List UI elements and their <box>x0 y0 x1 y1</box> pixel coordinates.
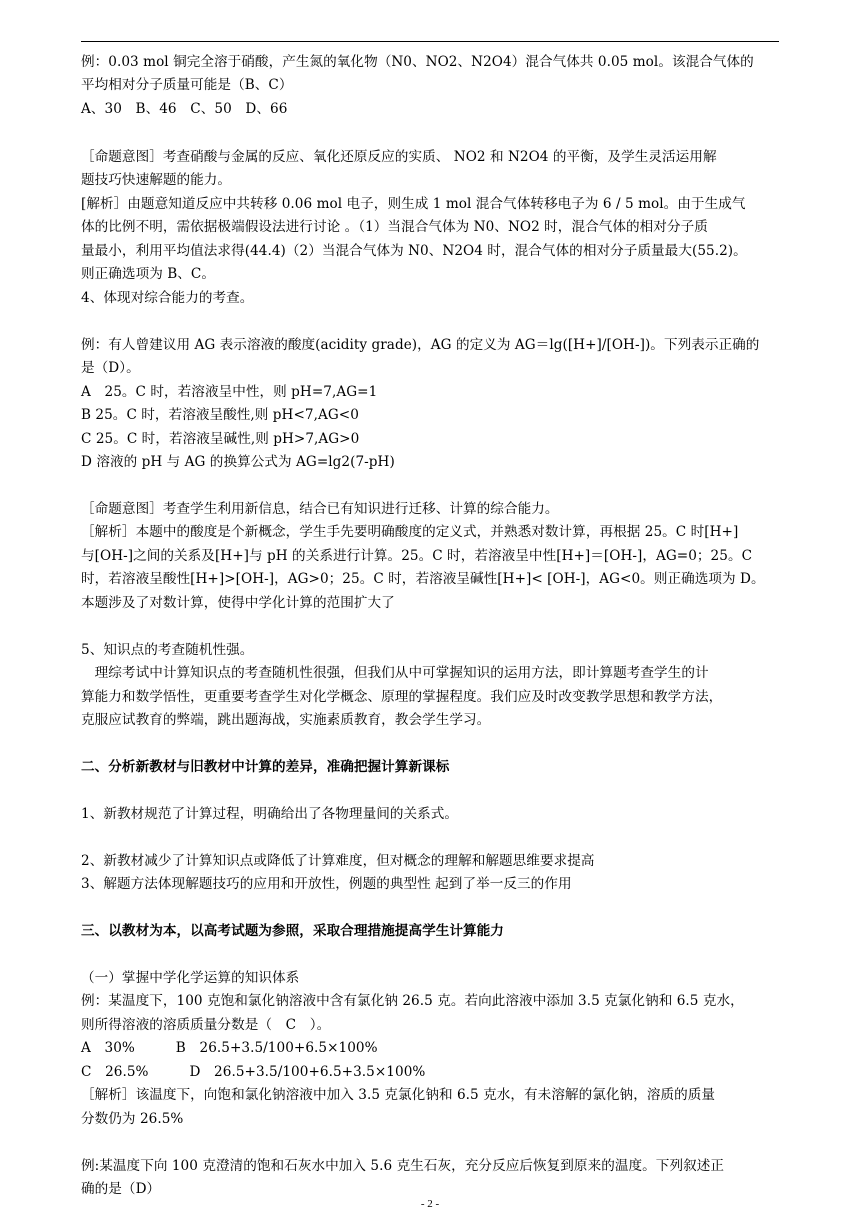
text-line: 确的是（D） <box>81 1181 161 1197</box>
text-line: 例:某温度下向 100 克澄清的饱和石灰水中加入 5.6 克生石灰，充分反应后恢复到原来的温度。下列叙述正 <box>81 1158 725 1174</box>
text-line: C 25。C 时，若溶液呈碱性,则 pH>7,AG>0 <box>81 431 360 447</box>
text-line: 与[OH-]之间的关系及[H+]与 pH 的关系进行计算。25。C 时，若溶液呈中性[H+]＝[OH-]，AG=0；25。C <box>81 548 753 564</box>
text-line: ［解析］本题中的酸度是个新概念，学生手先要明确酸度的定义式，并熟悉对数计算，再根据 25。C 时[H+] <box>81 524 739 540</box>
text-line: 量最小，利用平均值法求得(44.4)（2）当混合气体为 N0、N2O4 时，混合气体的相对分子质量最大(55.2)。 <box>81 243 747 259</box>
text-line: 本题涉及了对数计算，使得中学化计算的范围扩大了 <box>81 595 395 611</box>
text-line: 5、知识点的考查随机性强。 <box>81 642 254 658</box>
text-line: 则正确选项为 B、C。 <box>81 266 216 282</box>
text-line: 体的比例不明，需依据极端假设法进行讨论 。（1）当混合气体为 N0、NO2 时，混合气体的相对分子质 <box>81 219 708 235</box>
text-line: 3、解题方法体现解题技巧的应用和开放性，例题的典型性 起到了举一反三的作用 <box>81 876 572 892</box>
text-line: 1、新教材规范了计算过程，明确给出了各物理量间的关系式。 <box>81 806 459 822</box>
text-line: A 25。C 时，若溶液呈中性，则 pH=7,AG=1 <box>81 384 378 400</box>
text-line: 题技巧快速解题的能力。 <box>81 172 232 188</box>
text-line: 4、体现对综合能力的考查。 <box>81 290 254 306</box>
page-number: - 2 - <box>420 1198 440 1210</box>
text-line: 时，若溶液呈酸性[H+]>[OH-]，AG>0；25。C 时，若溶液呈碱性[H+]< [OH-]，AG<0。则正确选项为 D。 <box>81 571 765 587</box>
text-line: A、30 B、46 C、50 D、66 <box>81 101 288 117</box>
header-rule <box>81 41 779 42</box>
text-line: （一）掌握中学化学运算的知识体系 <box>81 970 300 986</box>
text-line: 例：某温度下，100 克饱和氯化钠溶液中含有氯化钠 26.5 克。若向此溶液中添加 3.5 克氯化钠和 6.5 克水， <box>81 993 744 1009</box>
section-heading: 二、分析新教材与旧教材中计算的差异，准确把握计算新课标 <box>81 759 450 775</box>
text-line: 例：0.03 mol 铜完全溶于硝酸，产生氮的氧化物（N0、NO2、N2O4）混合气体共 0.05 mol。该混合气体的 <box>81 54 754 70</box>
text-line: [解析］由题意知道反应中共转移 0.06 mol 电子，则生成 1 mol 混合气体转移电子为 6 / 5 mol。由于生成气 <box>81 196 746 212</box>
text-line: 算能力和数学悟性，更重要考查学生对化学概念、原理的掌握程度。我们应及时改变教学思想和教学方法， <box>81 689 723 705</box>
text-line: 2、新教材减少了计算知识点或降低了计算难度，但对概念的理解和解题思维要求提高 <box>81 853 595 869</box>
text-line: 则所得溶液的溶质质量分数是（ C ）。 <box>81 1017 331 1033</box>
text-line: C 26.5% D 26.5+3.5/100+6.5+3.5×100% <box>81 1064 426 1080</box>
text-line: 例：有人曾建议用 AG 表示溶液的酸度(acidity grade)，AG 的定义为 AG＝lg([H+]/[OH-])。下列表示正确的 <box>81 337 760 353</box>
text-line: A 30% B 26.5+3.5/100+6.5×100% <box>81 1040 378 1056</box>
text-line: 平均相对分子质量可能是（B、C） <box>81 77 293 93</box>
text-line: B 25。C 时，若溶液呈酸性,则 pH<7,AG<0 <box>81 407 359 423</box>
section-heading: 三、以教材为本，以高考试题为参照，采取合理措施提高学生计算能力 <box>81 923 504 939</box>
text-line: D 溶液的 pH 与 AG 的换算公式为 AG=lg2(7-pH) <box>81 454 395 470</box>
text-line: ［命题意图］考查学生利用新信息，结合已有知识进行迁移、计算的综合能力。 <box>81 501 559 517</box>
text-line: ［解析］该温度下，向饱和氯化钠溶液中加入 3.5 克氯化钠和 6.5 克水，有未溶解的氯化钠，溶质的质量 <box>81 1087 716 1103</box>
text-line: 是（D）。 <box>81 360 140 376</box>
text-line: 理综考试中计算知识点的考查随机性很强，但我们从中可掌握知识的运用方法，即计算题考查学生的计 <box>81 665 709 681</box>
text-line: 分数仍为 26.5% <box>81 1111 184 1127</box>
text-line: 克服应试教育的弊端，跳出题海战，实施素质教育，教会学生学习。 <box>81 712 491 728</box>
text-line: ［命题意图］考查硝酸与金属的反应、氧化还原反应的实质、 NO2 和 N2O4 的平衡，及学生灵活运用解 <box>81 149 717 165</box>
